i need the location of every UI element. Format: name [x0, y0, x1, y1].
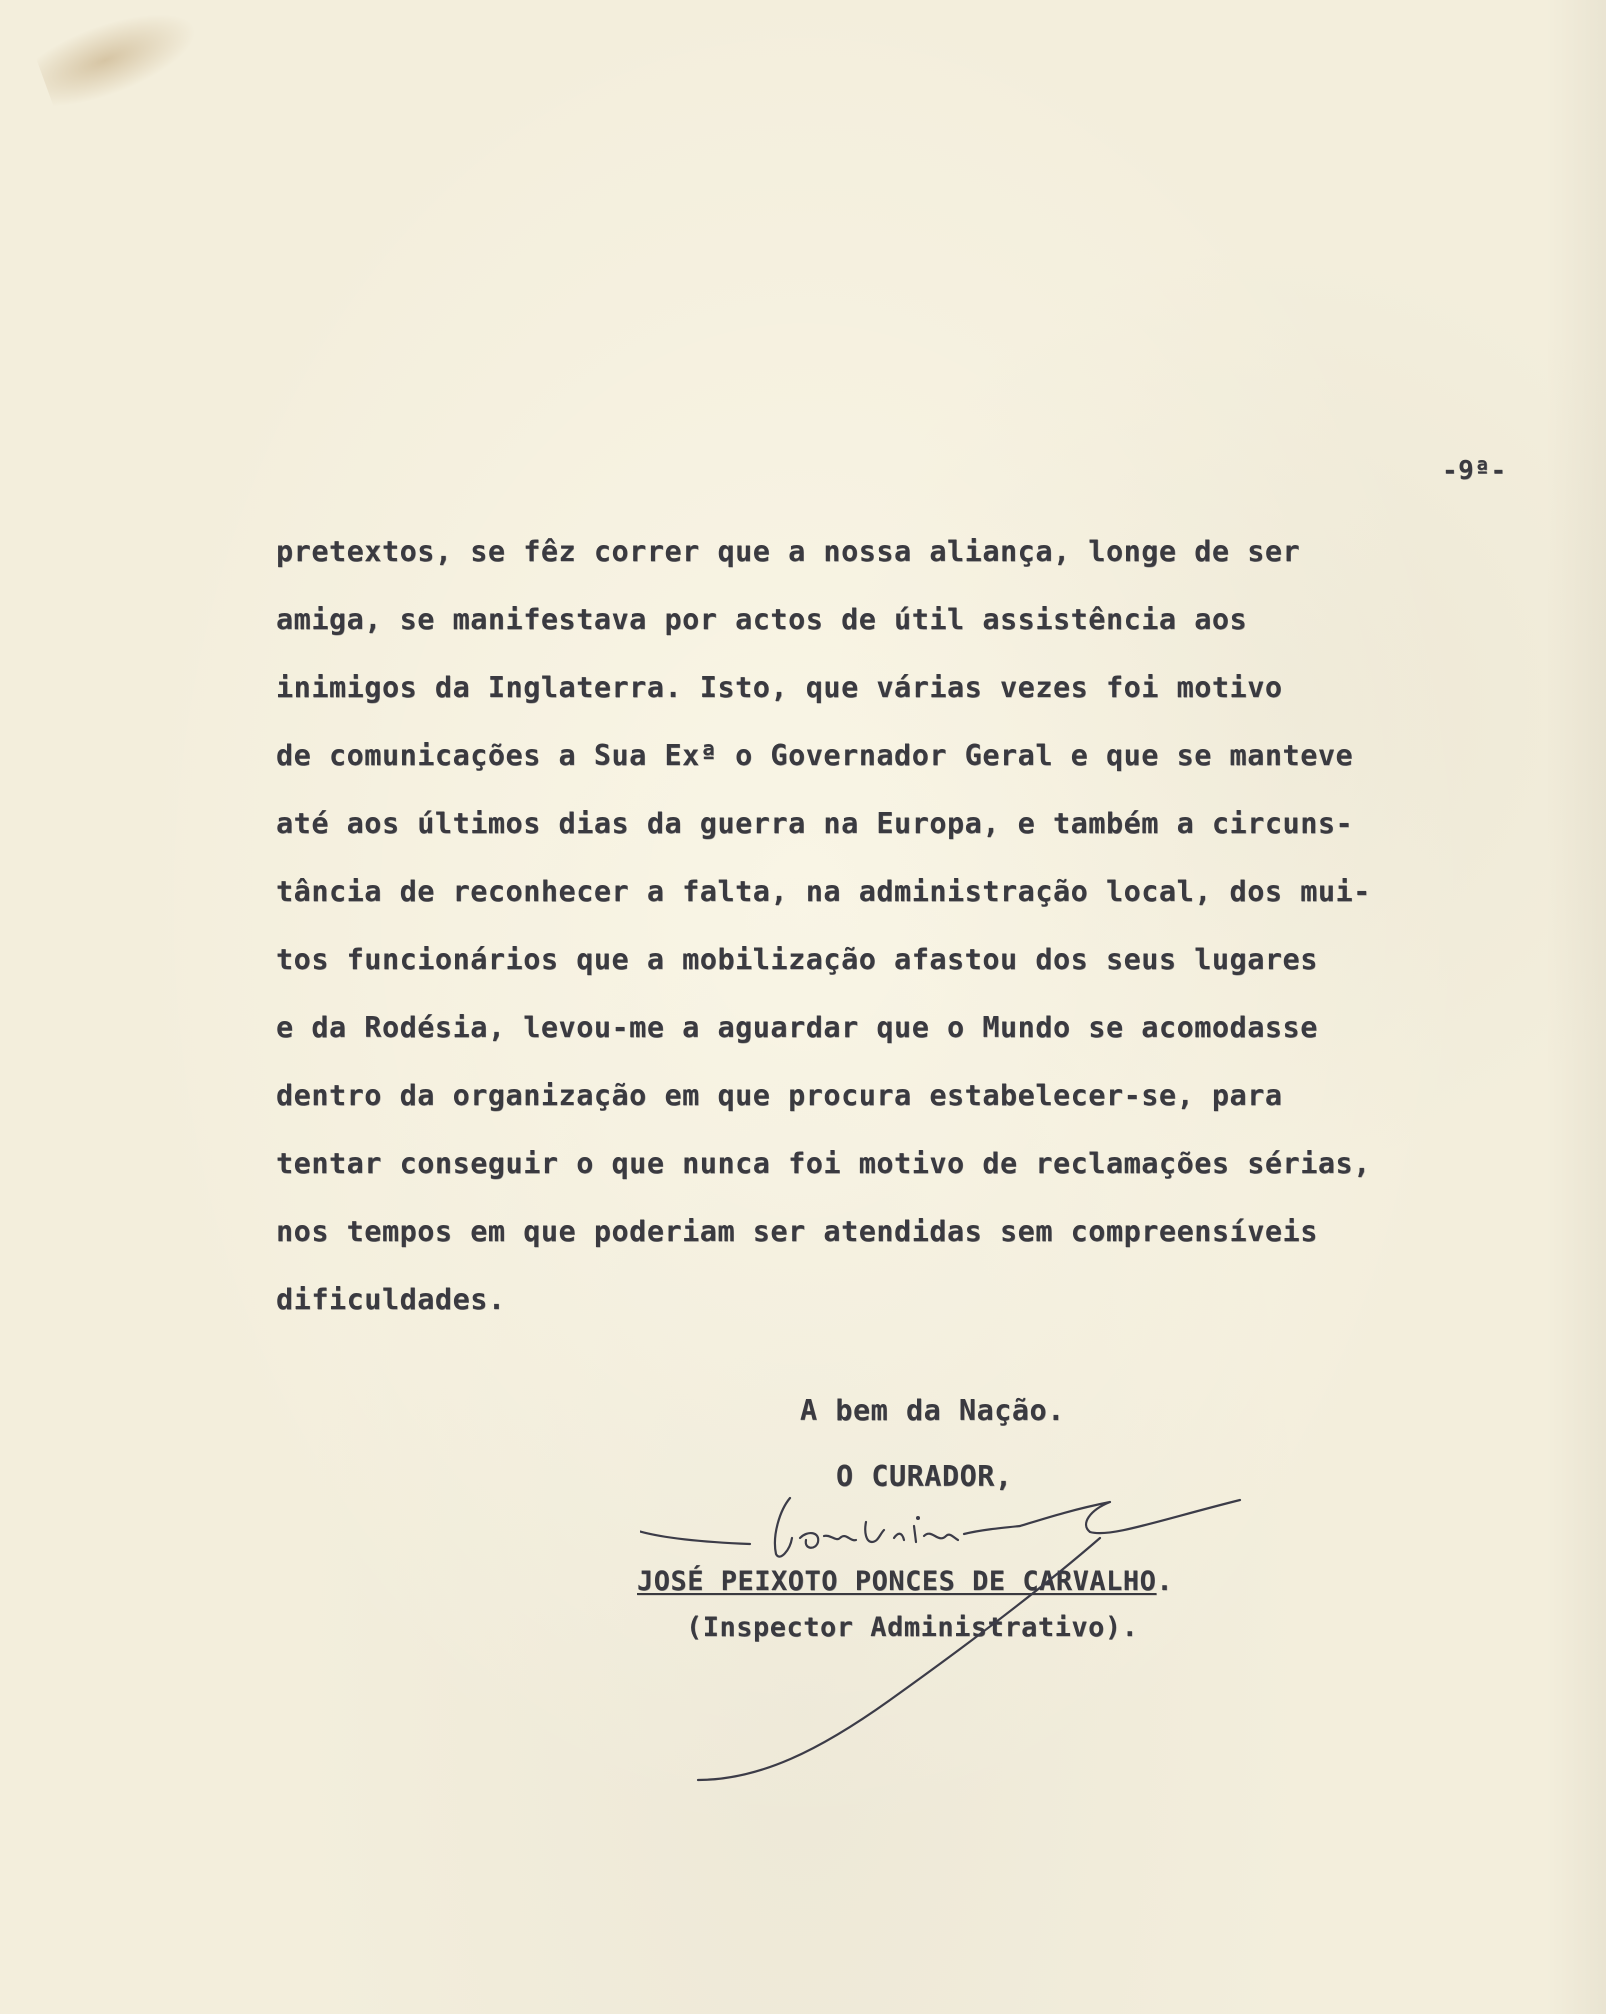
body-line: tos funcionários que a mobilização afastou dos seus lugares [276, 943, 1318, 976]
body-line: tância de reconhecer a falta, na administração local, dos mui- [276, 875, 1371, 908]
body-line: dentro da organização em que procura estabelecer-se, para [276, 1079, 1283, 1112]
body-line: nos tempos em que poderiam ser atendidas sem compreensíveis [276, 1215, 1318, 1248]
signatory-name-suffix: . [1156, 1566, 1174, 1597]
body-line: pretextos, se fêz correr que a nossa aliança, longe de ser [276, 535, 1301, 568]
paper-stain [33, 0, 207, 115]
closing-role: O CURADOR, [836, 1460, 1013, 1493]
signatory-title: (Inspector Administrativo). [686, 1612, 1139, 1643]
page-edge-shadow [1546, 0, 1606, 2014]
page-number: -9ª- [1442, 456, 1507, 486]
signatory-name: JOSÉ PEIXOTO PONCES DE CARVALHO [637, 1566, 1157, 1597]
body-line: dificuldades. [276, 1283, 506, 1316]
body-paragraph [276, 518, 1536, 1334]
closing-salutation: A bem da Nação. [800, 1394, 1065, 1427]
body-line: inimigos da Inglaterra. Isto, que várias vezes foi motivo [276, 671, 1283, 704]
body-line: tentar conseguir o que nunca foi motivo de reclamações sérias, [276, 1147, 1371, 1180]
body-line: e da Rodésia, levou-me a aguardar que o Mundo se acomodasse [276, 1011, 1318, 1044]
body-line: de comunicações a Sua Exª o Governador Geral e que se manteve [276, 739, 1354, 772]
handwritten-signature [640, 1480, 1280, 1800]
body-line: até aos últimos dias da guerra na Europa, e também a circuns- [276, 807, 1354, 840]
body-line: amiga, se manifestava por actos de útil assistência aos [276, 603, 1248, 636]
